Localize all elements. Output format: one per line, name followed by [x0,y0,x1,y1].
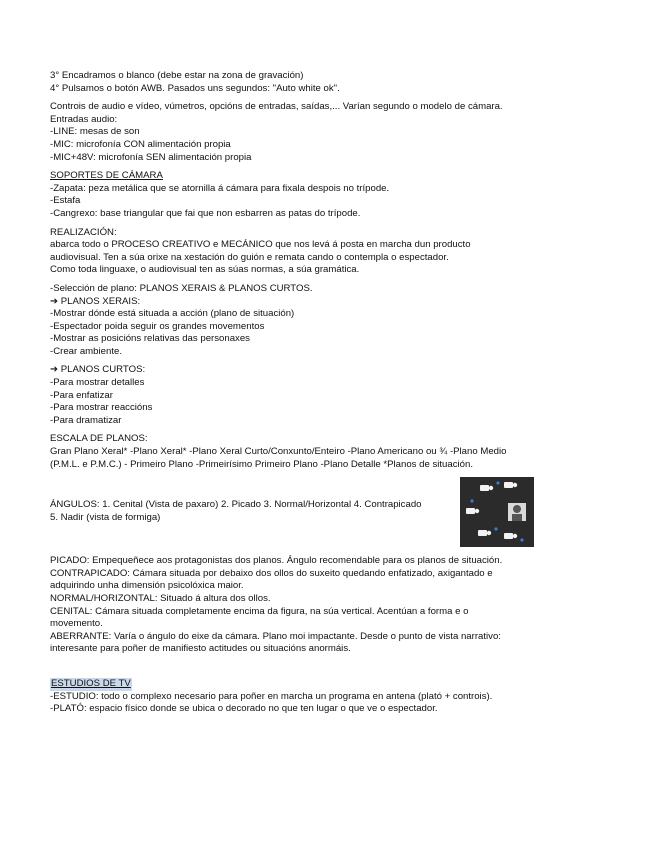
realizacion-heading: REALIZACIÓN: [50,226,117,238]
planos-xerais-item: -Mostrar as posicións relativas das personaxes [50,333,250,345]
planos-xerais-item: -Crear ambiente. [50,345,122,357]
planos-curtos-label: PLANOS CURTOS: [60,364,146,376]
angulos-line: 5. Nadir (vista de formiga) [50,511,161,523]
audio-item-mic: -MIC: microfonía CON alimentación propia [50,138,231,150]
definition-line: movemento. [50,618,103,630]
definition-line: adquirindo unha dimensión psicolóxica maior. [50,580,244,592]
definition-line: CENITAL: Cámara situada completamente encima da figura, na súa vertical. Acentúan a forma e o [50,605,469,617]
step-4: 4° Pulsamos o botón AWB. Pasados uns segundos: "Auto white ok". [50,82,340,94]
subject-head [513,505,521,513]
planos-curtos-item: -Para enfatizar [50,389,113,401]
escala-line: (P.M.L. e P.M.C.) - Primeiro Plano -Primeirísimo Primeiro Plano -Plano Detalle *Planos de situación. [50,458,473,470]
angulos-text [50,499,450,524]
definition-line: PICADO: Empequeñece aos protagonistas dos planos. Ángulo recomendable para os planos de situación. [50,555,503,567]
camera-icon [480,485,493,491]
camera-icon [504,482,517,488]
realizacion-line: abarca todo o PROCESO CREATIVO e MECÁNICO que nos levá á posta en marcha dun producto [50,239,471,251]
audio-item-line: -LINE: mesas de son [50,126,140,138]
planos-curtos-item: -Para mostrar reaccións [50,402,153,414]
step-3: 3° Encadramos o blanco (debe estar na zona de gravación) [50,70,304,81]
definition-line: ABERRANTE: Varía o ángulo do eixe da cámara. Plano moi impactante. Desde o punto de vista narrativo: [50,630,501,642]
planos-xerais-label: PLANOS XERAIS: [60,295,141,307]
angulos-line: ÁNGULOS: 1. Cenital (Vista de paxaro) 2. Picado 3. Normal/Horizontal 4. Contrapicado [50,499,422,511]
soportes-item-zapata: -Zapata: peza metálica que se atornilla á cámara para fixala despois no trípode. [50,182,390,194]
soportes-item-estafa: -Estafa [50,195,81,207]
planos-curtos-heading [50,364,610,377]
marker-dot [520,539,523,542]
definition-line: NORMAL/HORIZONTAL: Situado á altura dos ollos. [50,593,271,604]
marker-dot [470,500,473,503]
camera-icon [478,530,491,536]
planos-curtos-item: -Para dramatizar [50,414,122,426]
marker-dot [494,528,497,531]
audio-item-mic48: -MIC+48V: microfonía SEN alimentación propia [50,151,252,163]
estudios-heading: ESTUDIOS DE TV [51,677,131,689]
camera-angles-figure [460,477,534,547]
realizacion-line: Como toda linguaxe, o audiovisual ten as súas normas, a súa gramática. [50,264,360,276]
audio-intro: Controis de audio e vídeo, vúmetros, opcións de entradas, saídas,... Varían segundo o modelo de cámara. [50,101,503,113]
definition-line: interesante para poñer de manifiesto actitudes ou situacións anormáis. [50,643,351,655]
estudios-item-estudio: -ESTUDIO: todo o complexo necesario para poñer en marcha un programa en antena (plató + controis). [50,690,493,702]
camera-icon [466,508,479,514]
estudios-item-plato: -PLATÓ: espacio físico donde se ubica o decorado no que ten lugar o que ve o espectador. [50,703,438,715]
subject-body [512,514,522,521]
angulos-section [50,477,610,549]
planos-xerais-heading [50,296,610,309]
realizacion-line: audiovisual. Ten a súa orixe na xestación do guión e remata cando o contempla o espectador. [50,251,449,263]
soportes-heading: SOPORTES DE CÁMARA [50,170,163,182]
escala-heading: ESCALA DE PLANOS: [50,433,148,445]
planos-selection: -Selección de plano: PLANOS XERAIS & PLANOS CURTOS. [50,282,313,294]
planos-xerais-item: -Espectador poida seguir os grandes movementos [50,320,265,332]
arrow-right-icon: ➔ [50,364,59,376]
audio-label: Entradas audio: [50,113,118,125]
planos-xerais-item: -Mostrar dónde está situada a acción (plano de situación) [50,308,295,320]
marker-dot [496,482,499,485]
soportes-item-cangrexo: -Cangrexo: base triangular que fai que non esbarren as patas do trípode. [50,207,361,219]
document-page [50,70,610,716]
escala-line: Gran Plano Xeral* -Plano Xeral* -Plano Xeral Curto/Conxunto/Enteiro -Plano Americano ou ¾ -Plano Medio [50,446,507,458]
camera-icon [504,533,517,539]
definition-line: CONTRAPICADO: Cámara situada por debaixo dos ollos do suxeito quedando enfatizado, axigantado e [50,567,493,579]
planos-curtos-item: -Para mostrar detalles [50,377,145,389]
arrow-right-icon: ➔ [50,295,59,307]
